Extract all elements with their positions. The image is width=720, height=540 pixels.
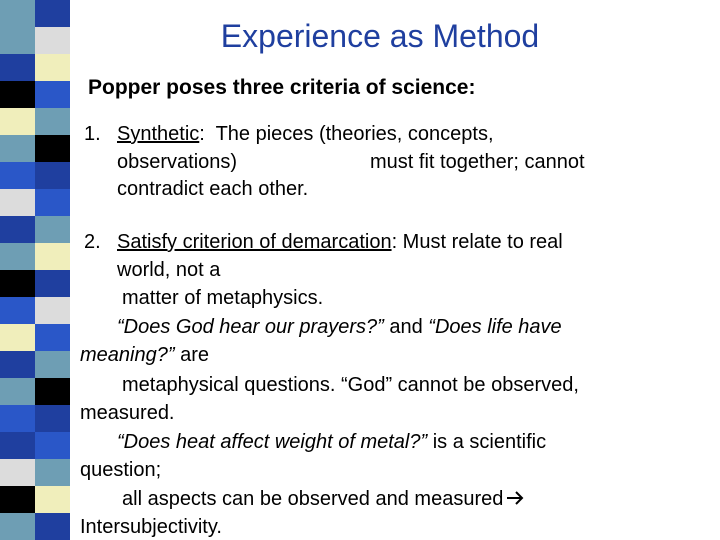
item1-line1 — [84, 122, 101, 146]
item2-line10 — [122, 487, 525, 512]
decorative-stripe — [0, 0, 70, 540]
item2-line11: Intersubjectivity. — [80, 516, 222, 538]
item2-line9: question; — [80, 459, 162, 481]
q3-rest: is a scientific — [427, 431, 547, 453]
item1-line1-text — [117, 122, 494, 146]
line10-text: all aspects can be observed and measured — [122, 488, 504, 510]
item2-colon: : — [391, 231, 398, 253]
question-god: “Does God hear our prayers?” — [117, 316, 384, 338]
slide-subtitle: Popper poses three criteria of science: — [88, 76, 476, 99]
item2-line7: measured. — [80, 402, 175, 424]
question-heat: “Does heat affect weight of metal?” — [117, 431, 428, 453]
item1-line3: contradict each other. — [117, 178, 309, 200]
item2-line6: metaphysical questions. “God” cannot be observed, — [122, 374, 579, 396]
and-text: and — [383, 316, 429, 338]
slide-title: Experience as Method — [220, 18, 540, 54]
item1-line2a: observations) — [117, 151, 238, 173]
item2-line3: matter of metaphysics. — [122, 287, 324, 309]
item1-line1-rest: The pieces (theories, concepts, — [204, 123, 494, 145]
are-text: are — [174, 344, 209, 366]
item2-line2: world, not a — [117, 259, 221, 281]
item2-line5 — [80, 343, 209, 367]
question-life: “Does life have — [428, 316, 562, 338]
item1-number: 1. — [84, 123, 101, 145]
item2-number: 2. — [84, 231, 101, 253]
question-life-cont: meaning?” — [80, 344, 175, 366]
item1-line2b: must fit together; cannot — [370, 151, 585, 173]
item2-line1-rest: Must relate to real — [397, 231, 563, 253]
item1-term: Synthetic — [117, 123, 200, 145]
item2-term: Satisfy criterion of demarcation — [117, 231, 392, 253]
item2-line8 — [117, 430, 546, 454]
item1-colon: : — [199, 123, 205, 145]
right-arrow-icon — [505, 488, 525, 512]
item2-line1 — [117, 230, 563, 254]
item2-line4 — [117, 315, 562, 339]
